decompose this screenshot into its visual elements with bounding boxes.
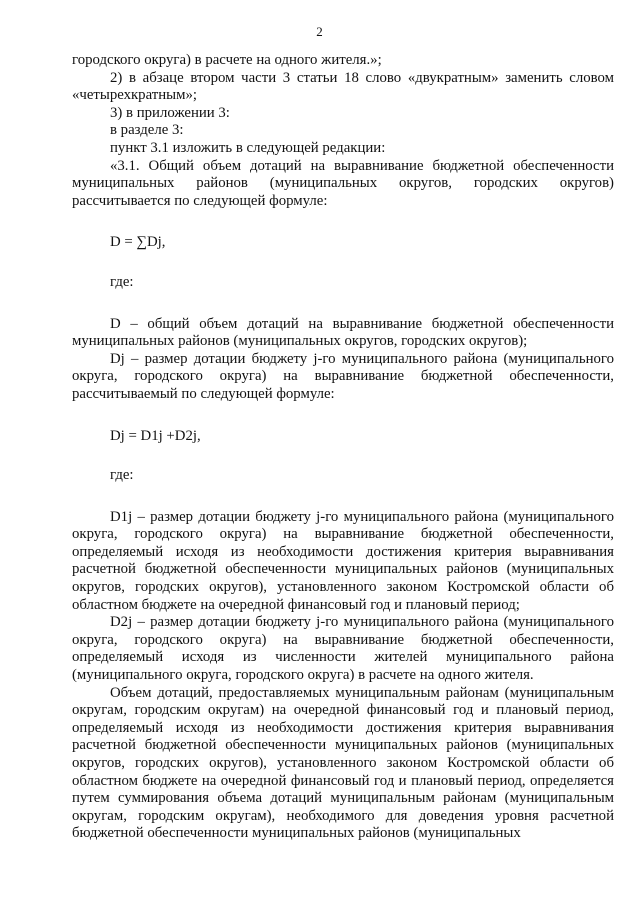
formula-dj: Dj = D1j +D2j, [110,427,201,444]
paragraph-item-3: 3) в приложении 3: [110,104,230,121]
paragraph-point-3-1-intro: пункт 3.1 изложить в следующей редакции: [110,139,386,156]
paragraph-point-3-1: «3.1. Общий объем дотаций на выравнивание бюджетной обеспеченности муниципальных районов (муниципальных округов, городских округов) рассчитывается по следующей формуле: [72,157,614,209]
paragraph-continuation: городского округа) в расчете на одного жителя.»; [72,52,382,68]
formula-where-1: где: [110,273,134,290]
paragraph-section-3: в разделе 3: [110,122,184,139]
document-body [72,52,614,843]
formula-where-2: где: [110,467,134,484]
paragraph-definition-dj: Dj – размер дотации бюджету j-го муниципального района (муниципального округа, городского округа) на выравнивание бюджетной обеспеченности, рассчитываемый по следующей формуле: [72,350,614,402]
page-number: 2 [316,24,323,39]
formula-total-d: D = ∑Dj, [110,234,166,251]
paragraph-subsidy-volume: Объем дотаций, предоставляемых муниципальным районам (муниципальным округам, городским округам) на очередной финансовый год и плановый период, определяемый исходя из необходимости достижения критерия выравнивания расчетной бюджетной обеспеченности муниципальных районов (муниципальных округов, городских округов), установленного законом Костромской области об областном бюджете на очередной финансовый год и плановый период, определяется путем суммирования объема дотаций муниципальным районам (муниципальным округам, городским округам), необходимого для доведения уровня расчетной бюджетной обеспеченности муниципальных районов (муниципальных [72,684,614,842]
paragraph-definition-d: D – общий объем дотаций на выравнивание бюджетной обеспеченности муниципальных районов (муниципальных округов, городских округов); [72,315,614,350]
paragraph-item-2: 2) в абзаце втором части 3 статьи 18 слово «двукратным» заменить словом «четырехкратным»; [72,69,614,104]
paragraph-definition-d1j: D1j – размер дотации бюджету j-го муниципального района (муниципального округа, городского округа) на выравнивание бюджетной обеспеченности, определяемый исходя из необходимости достижения критерия выравнивания расчетной бюджетной обеспеченности муниципальных районов (муниципальных округов, городских округов), установленного законом Костромской области об областном бюджете на очередной финансовый год и плановый период; [72,508,614,613]
paragraph-definition-d2j: D2j – размер дотации бюджету j-го муниципального района (муниципального округа, городского округа) на выравнивание бюджетной обеспеченности, определяемый исходя из численности жителей муниципального района (муниципального округа, городского округа) в расчете на одного жителя. [72,614,614,684]
